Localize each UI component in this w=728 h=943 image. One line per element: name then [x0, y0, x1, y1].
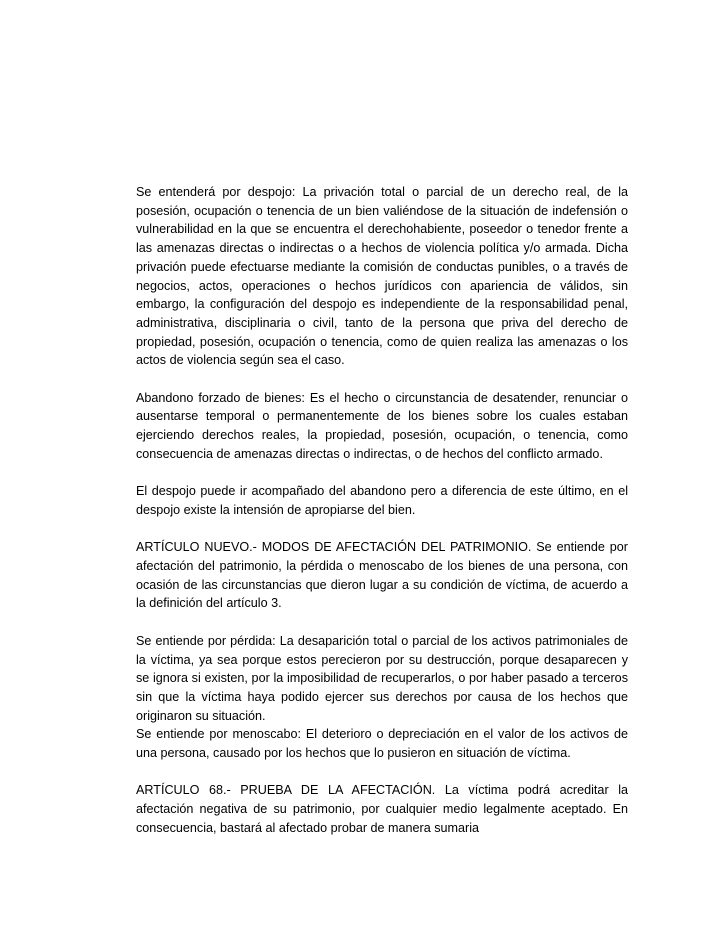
paragraph-menoscabo-definition: Se entiende por menoscabo: El deterioro o depreciación en el valor de los activos de una persona, causado por los hechos que lo pusieron en situación de víctima. — [136, 727, 628, 761]
paragraph-articulo-68: ARTÍCULO 68.- PRUEBA DE LA AFECTACIÓN. La víctima podrá acreditar la afectación negativa de su patrimonio, por cualquier medio legalmente aceptado. En consecuencia, bastará al afectado probar de manera sumaria — [136, 783, 628, 835]
paragraph-despojo-definition: Se entenderá por despojo: La privación total o parcial de un derecho real, de la posesión, ocupación o tenencia de un bien valiéndose de la situación de indefensión o vulnerabilidad en la que se encuentra el derechohabiente, poseedor o tenedor frente a las amenazas directas o indirectas o a hechos de violencia política y/o armada. Dicha privación puede efectuarse mediante la comisión de conductas punibles, o a través de negocios, actos, operaciones o hechos jurídicos con apariencia de válidos, sin embargo, la configuración del despojo es independiente de la responsabilidad penal, administrativa, disciplinaria o civil, tanto de la persona que priva del derecho de propiedad, posesión, ocupación o tenencia, como de quien realiza las amenazas o los actos de violencia según sea el caso. — [136, 185, 628, 368]
paragraph-articulo-nuevo: ARTÍCULO NUEVO.- MODOS DE AFECTACIÓN DEL PATRIMONIO. Se entiende por afectación del patrimonio, la pérdida o menoscabo de los bienes de una persona, con ocasión de las circunstancias que dieron lugar a su condición de víctima, de acuerdo a la definición del artículo 3. — [136, 540, 628, 611]
paragraph-perdida-definition: Se entiende por pérdida: La desaparición total o parcial de los activos patrimoniales de la víctima, ya sea porque estos perecieron por su destrucción, porque desaparecen y se ignora si existen, por la imposibilidad de recuperarlos, o por haber pasado a terceros sin que la víctima haya podido ejercer sus derechos por causa de los hechos que originaron su situación. — [136, 633, 628, 723]
paragraph-despojo-vs-abandono: El despojo puede ir acompañado del abandono pero a diferencia de este último, en el despojo existe la intensión de apropiarse del bien. — [136, 484, 628, 517]
document-body — [136, 183, 628, 856]
paragraph-abandono-forzado: Abandono forzado de bienes: Es el hecho o circunstancia de desatender, renunciar o ausentarse temporal o permanentemente de los bienes sobre los cuales estaban ejerciendo derechos reales, la propiedad, posesión, ocupación, o tenencia, como consecuencia de amenazas directas o indirectas, o de hechos del conflicto armado. — [136, 390, 628, 461]
